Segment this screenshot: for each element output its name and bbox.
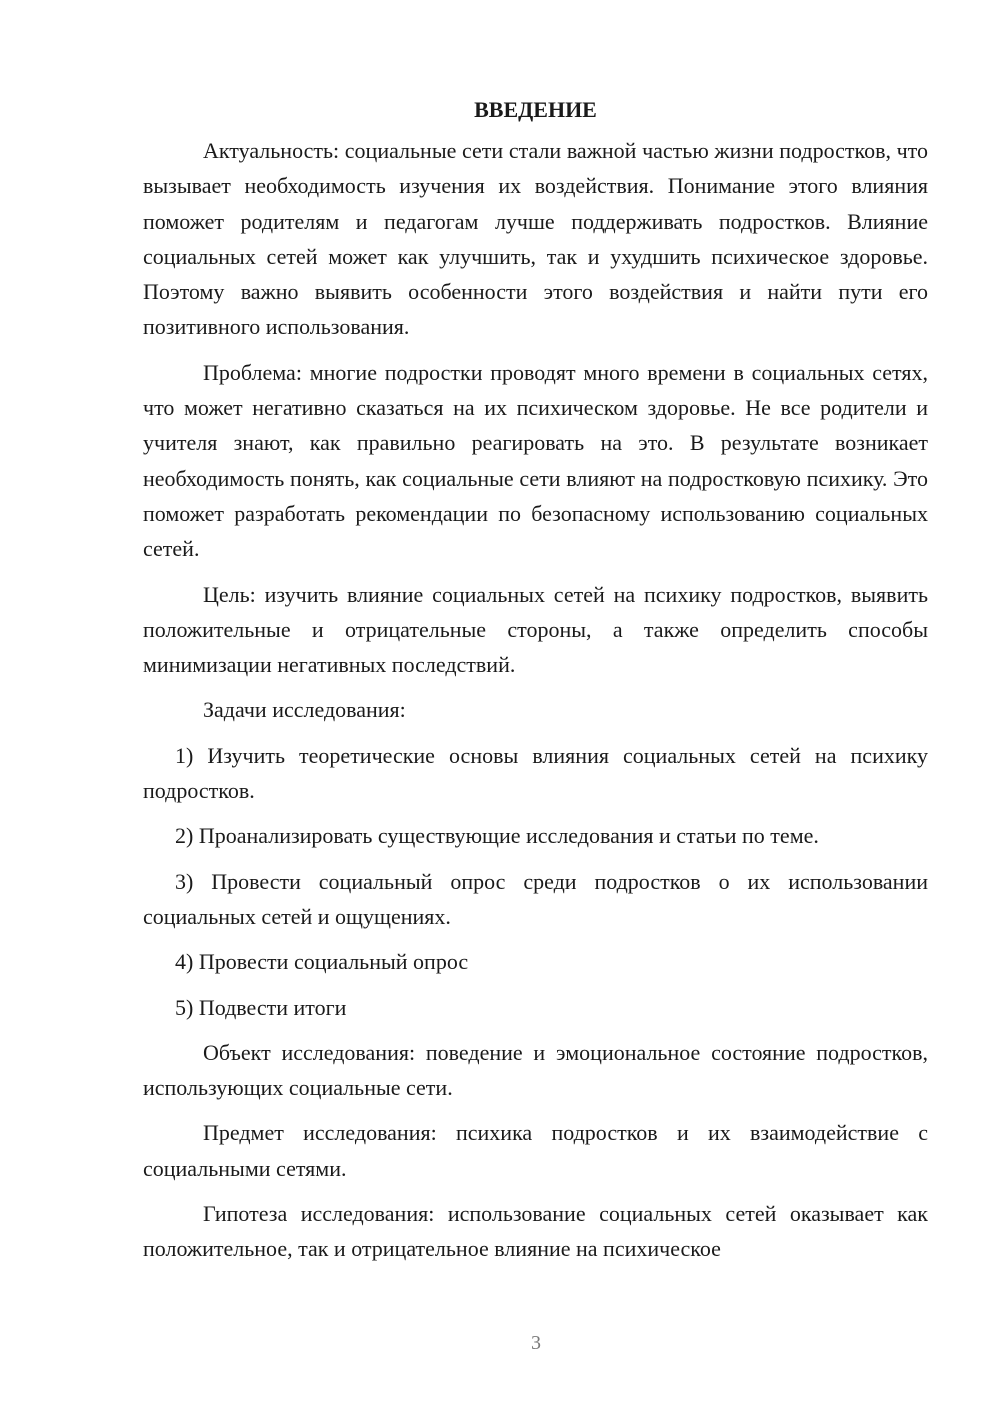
subject-paragraph: Предмет исследования: психика подростков и их взаимодействие с социальными сетями. xyxy=(143,1120,928,1181)
task-item-4: 4) Провести социальный опрос xyxy=(175,949,469,975)
tasks-title: Задачи исследования: xyxy=(203,697,406,723)
task-item-2: 2) Проанализировать существующие исследования и статьи по теме. xyxy=(175,823,819,849)
goal-paragraph: Цель: изучить влияние социальных сетей на психику подростков, выявить положительные и отрицательные стороны, а также определить способы минимизации негативных последствий. xyxy=(143,581,928,678)
task-item-3: 3) Провести социальный опрос среди подростков о их использовании социальных сетей и ощущениях. xyxy=(143,868,928,929)
task-item-1: 1) Изучить теоретические основы влияния социальных сетей на психику подростков. xyxy=(143,742,928,804)
relevance-paragraph: Актуальность: социальные сети стали важной частью жизни подростков, что вызывает необходимость изучения их воздействия. Понимание этого влияния поможет родителям и педагогам лучше поддерживать подростков. Влияние социальных сетей может как улучшить, так и ухудшить психическое здоровье. Поэтому важно выявить особенности этого воздействия и найти пути его позитивного использования. xyxy=(143,138,928,340)
page-heading: ВВЕДЕНИЕ xyxy=(474,97,597,122)
page-number: 3 xyxy=(531,1332,541,1354)
page-content xyxy=(143,95,928,1277)
hypothesis-paragraph: Гипотеза исследования: использование социальных сетей оказывает как положительное, так и отрицательное влияние на психическое xyxy=(143,1201,928,1262)
object-paragraph: Объект исследования: поведение и эмоциональное состояние подростков, использующих социальные сети. xyxy=(143,1039,928,1101)
task-item-5: 5) Подвести итоги xyxy=(175,994,347,1020)
problem-paragraph: Проблема: многие подростки проводят много времени в социальных сетях, что может негативно сказаться на их психическом здоровье. Не все родители и учителя знают, как правильно реагировать на это. В результате возникает необходимость понять, как социальные сети влияют на подростковую психику. Это поможет разработать рекомендации по безопасному использованию социальных сетей. xyxy=(143,359,928,562)
